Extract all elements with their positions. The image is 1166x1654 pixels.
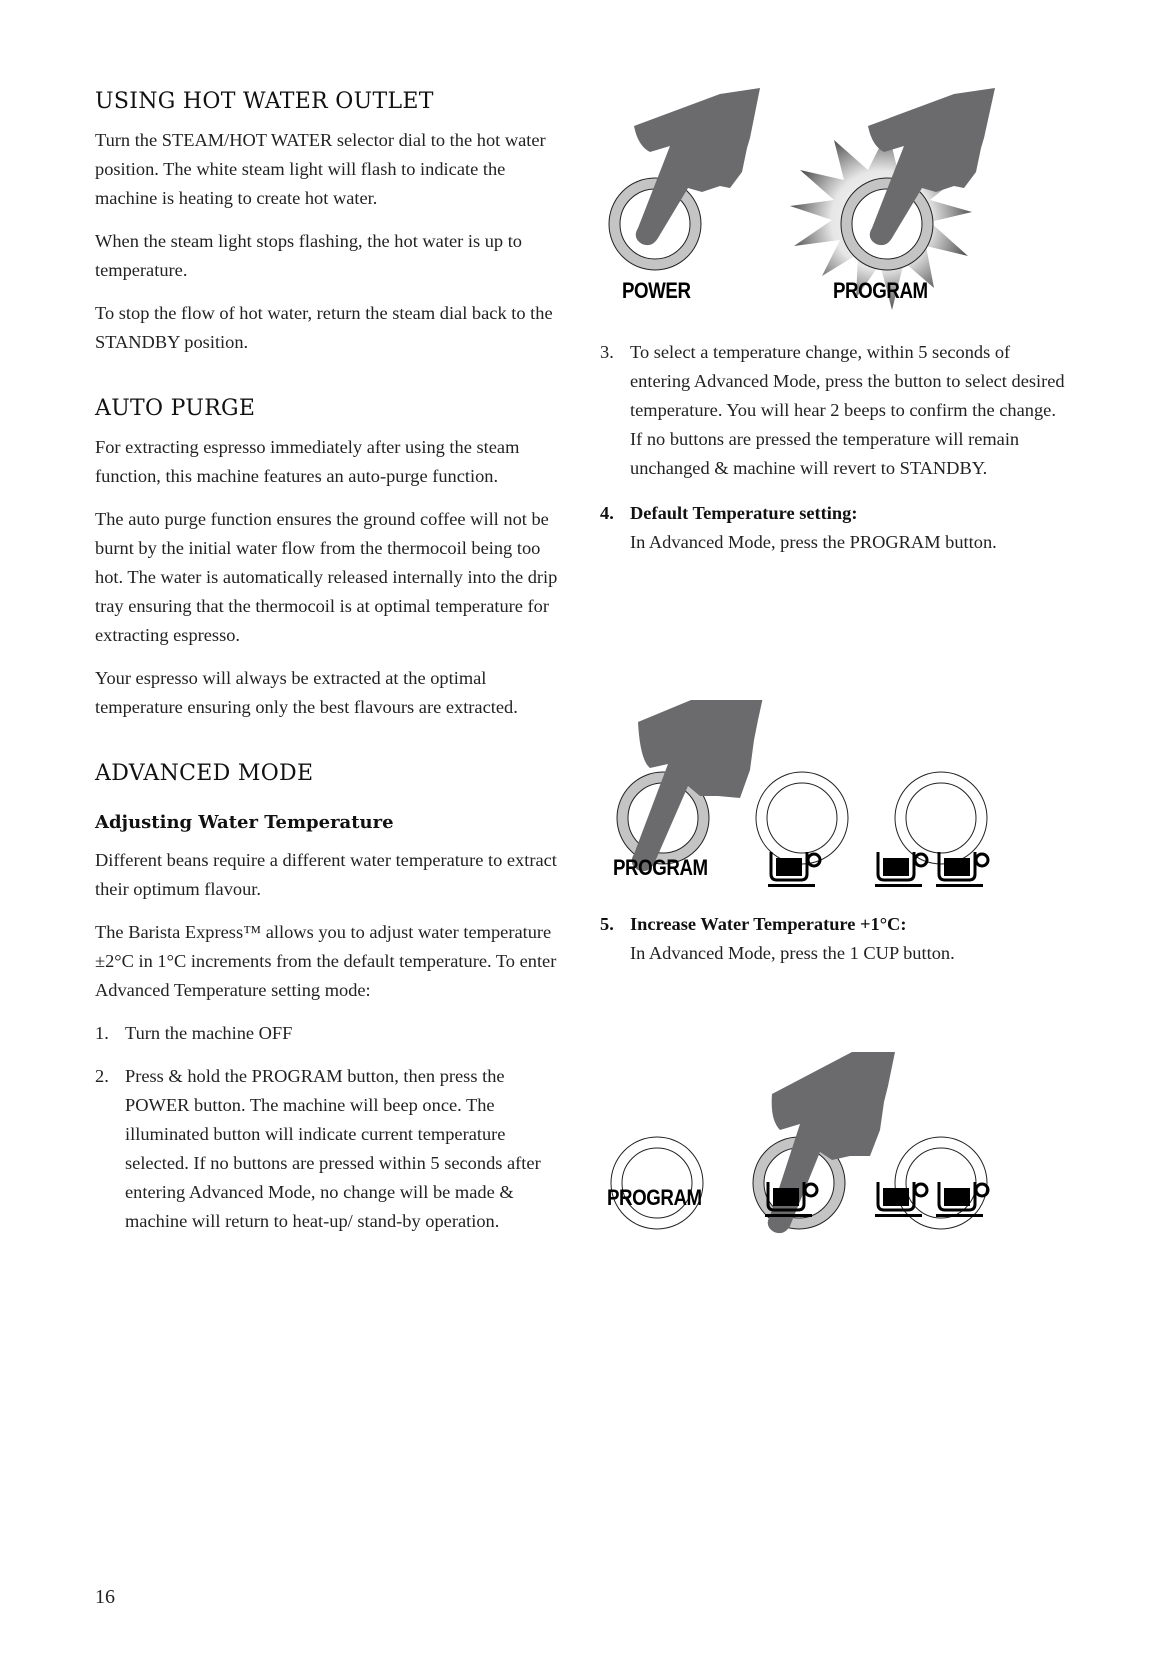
page-number: 16: [95, 1586, 115, 1608]
left-column: [95, 88, 565, 1250]
step-number: 4.: [600, 503, 614, 523]
step-title: Default Temperature setting:: [630, 503, 858, 523]
figure-default-temp: [600, 700, 1050, 910]
program-label: PROGRAM: [607, 1185, 702, 1210]
steps-list-right: [600, 338, 1070, 557]
step-text: In Advanced Mode, press the 1 CUP button.: [630, 943, 955, 963]
hot-water-paragraph: When the steam light stops flashing, the hot water is up to temperature.: [95, 231, 522, 280]
auto-purge-paragraph: For extracting espresso immediately after using the steam function, this machine features an auto-purge function.: [95, 437, 520, 486]
program-label: PROGRAM: [833, 278, 928, 303]
step-item: [600, 910, 1070, 968]
one-cup-icon: [768, 850, 824, 888]
two-cup-icon: [875, 850, 995, 888]
hot-water-heading: USING HOT WATER OUTLET: [95, 89, 434, 114]
right-column-steps-a: [600, 338, 1070, 571]
step-item: [600, 338, 1070, 483]
one-cup-icon: [765, 1180, 821, 1218]
adjusting-temp-subheading: Adjusting Water Temperature: [95, 812, 394, 833]
steps-list-right-2: [600, 910, 1070, 968]
steps-list-left: [95, 1019, 565, 1236]
auto-purge-heading: AUTO PURGE: [95, 396, 256, 421]
step-item: [600, 499, 1070, 557]
step-text: In Advanced Mode, press the PROGRAM button.: [630, 532, 997, 552]
figure-increase-temp: [600, 1040, 1050, 1240]
program-button-ring: [611, 1137, 703, 1229]
advanced-paragraph: Different beans require a different water temperature to extract their optimum flavour.: [95, 850, 557, 899]
step-text: To select a temperature change, within 5 seconds of entering Advanced Mode, press the button to select desired temperature. You will hear 2 beeps to confirm the change. If no buttons are pressed the temperature will remain unchanged & machine will revert to STANDBY.: [630, 342, 1065, 478]
two-cup-icon: [875, 1180, 995, 1218]
step-number: 5.: [600, 914, 614, 934]
advanced-mode-heading: ADVANCED MODE: [95, 761, 314, 786]
right-column-steps-b: [600, 910, 1070, 982]
advanced-paragraph: The Barista Express™ allows you to adjust water temperature ±2°C in 1°C increments from the default temperature. To enter Advanced Temperature setting mode:: [95, 922, 557, 1000]
auto-purge-paragraph: Your espresso will always be extracted at the optimal temperature ensuring only the best flavours are extracted.: [95, 668, 518, 717]
hot-water-paragraph: Turn the STEAM/HOT WATER selector dial to the hot water position. The white steam light will flash to indicate the machine is heating to create hot water.: [95, 130, 546, 208]
hot-water-paragraph: To stop the flow of hot water, return the steam dial back to the STANDBY position.: [95, 303, 553, 352]
figure-power-program: [600, 88, 1050, 313]
step-number: 1.: [95, 1023, 109, 1043]
step-text: Turn the machine OFF: [125, 1023, 293, 1043]
program-label: PROGRAM: [613, 855, 708, 880]
step-item: [95, 1062, 565, 1236]
step-title: Increase Water Temperature +1°C:: [630, 914, 907, 934]
step-text: Press & hold the PROGRAM button, then press the POWER button. The machine will beep once. The illuminated button will indicate current temperature selected. If no buttons are pressed within 5 seconds after entering Advanced Mode, no change will be made & machine will return to heat-up/ stand-by operation.: [125, 1066, 541, 1231]
step-number: 3.: [600, 342, 614, 362]
auto-purge-paragraph: The auto purge function ensures the ground coffee will not be burnt by the initial water flow from the thermocoil being too hot. The water is automatically released internally into the drip tray ensuring that the thermocoil is at optimal temperature for extracting espresso.: [95, 509, 558, 645]
power-label: POWER: [622, 278, 691, 303]
step-number: 2.: [95, 1066, 109, 1086]
step-item: [95, 1019, 565, 1048]
